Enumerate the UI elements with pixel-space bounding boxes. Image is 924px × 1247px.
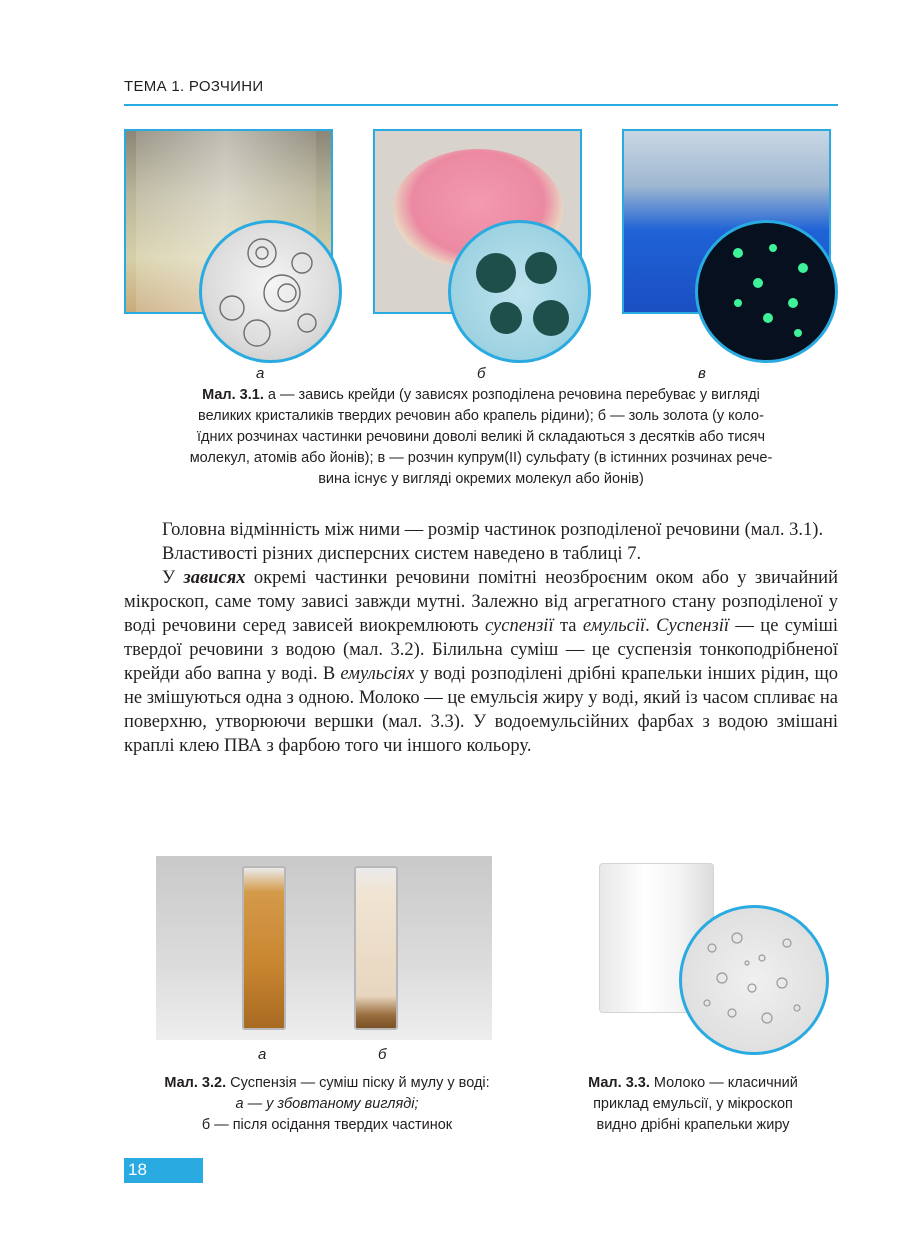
microscope-circle-gold — [448, 220, 591, 363]
body-text — [124, 518, 838, 758]
sub-label-v: в — [698, 365, 706, 382]
cylinder-shaken — [242, 866, 286, 1030]
paragraph-2: Властивості різних дисперсних систем наведено в таблиці 7. — [162, 544, 642, 564]
photo-sand-suspension — [156, 856, 492, 1040]
caption-number: Мал. 3.3. — [588, 1075, 650, 1091]
sub-label-b: б — [477, 365, 486, 382]
figure-caption-3-2: Мал. 3.2. Суспензія — суміш піску й мулу у воді: а — у збовтаному вигляді; б — після осідання твердих частинок — [164, 1075, 490, 1133]
microscope-circle-copper — [695, 220, 838, 363]
figure-caption-3-1: Мал. 3.1. а — завись крейди (у зависях розподілена речовина перебуває у вигляді великих кристаликів твердих речовин або крапель рідини); б — золь золота (у коло- їдних розчинах частинки речовини доволі великі й складаються з десятків або тисяч молекул, атомів або йонів); в — розчин купрум(II) сульфату (в істинних розчинах рече- вина існує у вигляді окремих молекул або йонів) — [189, 387, 773, 487]
figure-caption-3-3: Мал. 3.3. Молоко — класичний приклад емульсії, у мікроскоп видно дрібні крапельки жиру — [588, 1075, 798, 1133]
sub-label-3-2-a: а — [258, 1046, 267, 1063]
sub-label-3-2-b: б — [378, 1046, 387, 1063]
caption-number: Мал. 3.2. — [164, 1075, 227, 1091]
header-rule — [124, 104, 838, 106]
page-header-title: ТЕМА 1. РОЗЧИНИ — [124, 78, 264, 95]
page-number: 18 — [128, 1160, 147, 1179]
sub-label-a: а — [256, 365, 265, 382]
caption-number: Мал. 3.1. — [202, 387, 264, 403]
cylinder-settled — [354, 866, 398, 1030]
paragraph-3: У зависях окремі частинки речовини помітні неозброєним оком або у звичайний мікроскоп, саме тому зависі завжди мутні. Залежно від агрегатного стану розподіленої у воді речовини серед зависей виокремлюють суспензії та емульсії. Суспензії — це суміші твердої речовини з водою (мал. 3.2). Білильна суміш — це суспензія тонкоподрібненої крейди або вапна у воді. В емульсіях у воді розподілені дрібні крапельки інших рідин, що не змішуються одна з одною. Молоко — це емульсія жиру у воді, який із часом спливає на поверхню, утворюючи вершки (мал. 3.3). У водоемульсійних фарбах з водою змішані краплі клею ПВА з фарбою того чи іншого кольору. — [124, 568, 838, 756]
paragraph-1: Головна відмінність між ними — розмір частинок розподіленої речовини (мал. 3.1). — [162, 520, 824, 540]
microscope-circle-milk — [679, 905, 829, 1055]
microscope-circle-chalk — [199, 220, 342, 363]
